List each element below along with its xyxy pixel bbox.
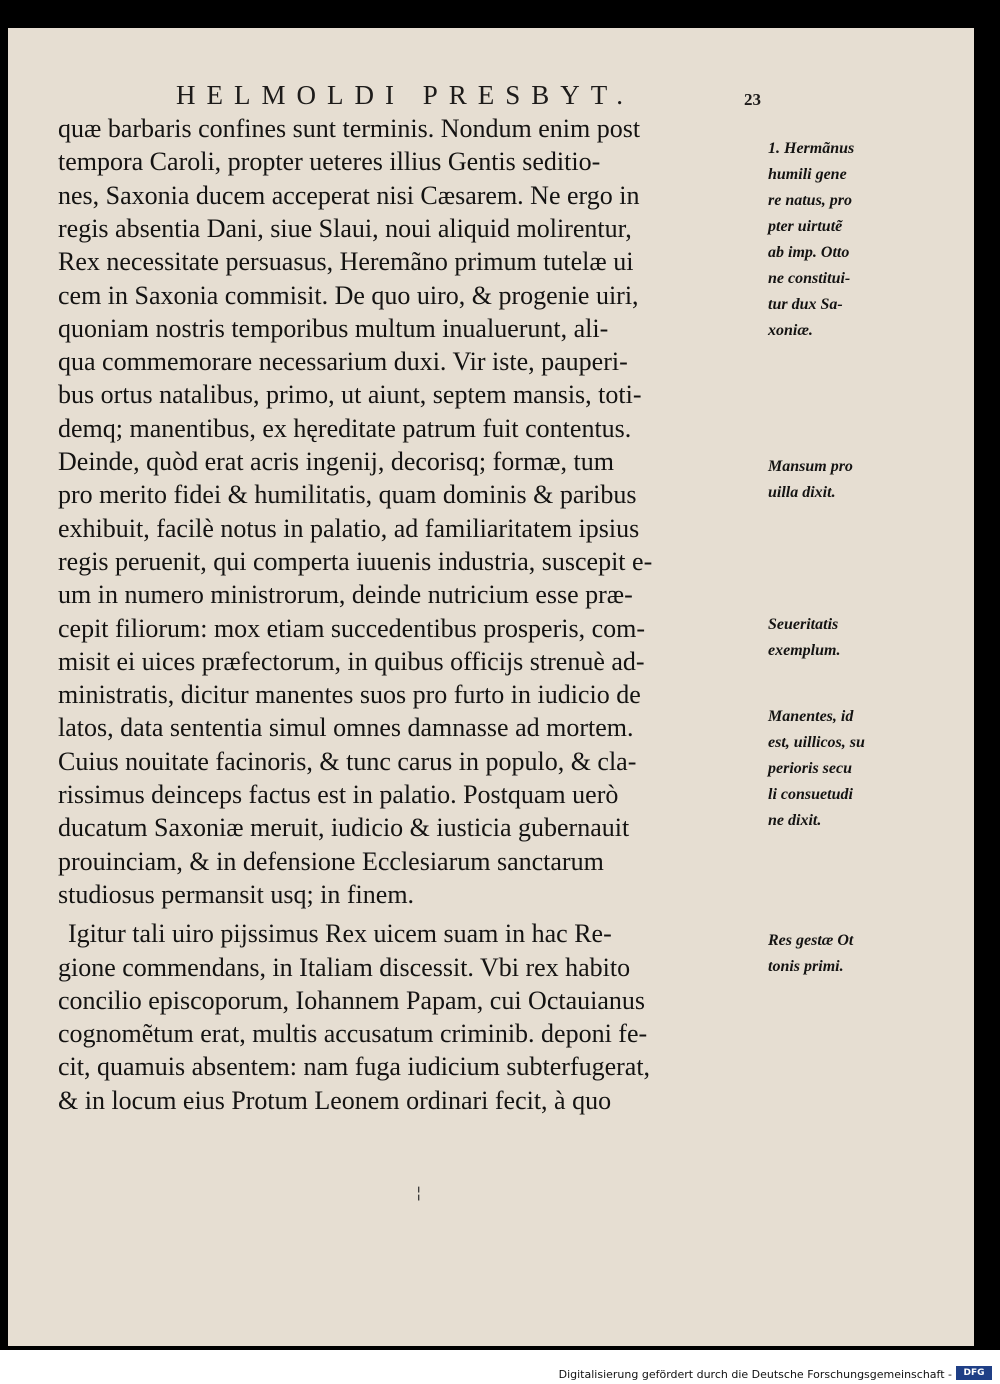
text-line: latos, data sententia simul omnes damnasse ad mortem.	[58, 713, 634, 743]
text-line: ducatum Saxoniæ meruit, iudicio & iusticia gubernauit	[58, 813, 630, 843]
text-line: nes, Saxonia ducem acceperat nisi Cæsarem. Ne ergo in	[58, 180, 640, 210]
text-line: cit, quamuis absentem: nam fuga iudicium subterfugerat,	[58, 1052, 651, 1082]
margin-note-line: humili gene	[768, 166, 847, 183]
margin-note-line: tur dux Sa-	[768, 296, 843, 313]
text-line: bus ortus natalibus, primo, ut aiunt, septem mansis, toti-	[58, 380, 642, 410]
digitization-credit: Digitalisierung gefördert durch die Deutsche Forschungsgemeinschaft -	[558, 1368, 952, 1381]
margin-note-line: exemplum.	[768, 642, 841, 659]
text-line: concilio episcoporum, Iohannem Papam, cui Octauianus	[58, 985, 646, 1015]
text-line: quæ barbaris confines sunt terminis. Nondum enim post	[58, 114, 641, 143]
text-line: cem in Saxonia commisit. De quo uiro, & progenie uiri,	[58, 280, 639, 310]
text-line: rissimus deinceps factus est in palatio. Postquam uerò	[58, 780, 619, 809]
text-line: gione commendans, in Italiam discessit. Vbi rex habito	[58, 952, 631, 982]
margin-note-line: pter uirtutẽ	[768, 218, 843, 235]
margin-note-line: ne dixit.	[768, 812, 822, 829]
text-line: pro merito fidei & humilitatis, quam dominis & paribus	[58, 480, 637, 510]
text-line: regis peruenit, qui comperta iuuenis industria, suscepit e-	[58, 546, 653, 576]
text-line: regis absentia Dani, siue Slaui, noui aliquid molirentur,	[58, 213, 632, 243]
text-line: cognomẽtum erat, multis accusatum criminib. deponi fe-	[58, 1019, 648, 1049]
margin-note-line: li consuetudi	[768, 786, 853, 803]
text-line: quoniam nostris temporibus multum inualuerunt, ali-	[58, 313, 609, 343]
text-line: prouinciam, & in defensione Ecclesiarum sanctarum	[58, 846, 604, 876]
margin-note-line: re natus, pro	[768, 192, 853, 209]
margin-note-line: perioris secu	[768, 760, 852, 777]
margin-note-line: ab imp. Otto	[768, 244, 850, 261]
margin-note-line: Mansum pro	[768, 458, 853, 475]
text-line: Deinde, quòd erat acris ingenij, decorisq; formæ, tum	[58, 447, 614, 476]
margin-note-line: xoniæ.	[768, 322, 813, 339]
text-line: qua commemorare necessarium duxi. Vir iste, pauperi-	[58, 347, 628, 377]
text-line: misit ei uices præfectorum, in quibus officijs strenuè ad-	[58, 646, 645, 676]
text-line: Igitur tali uiro pijssimus Rex uicem suam in hac Re-	[68, 919, 612, 949]
margin-note-line: Manentes, id	[768, 708, 854, 725]
margin-note-line: 1. Hermãnus	[768, 140, 855, 157]
text-line: Cuius nouitate facinoris, & tunc carus in populo, & cla-	[58, 746, 637, 776]
text-line: Rex necessitate persuasus, Heremãno primum tutelæ ui	[58, 247, 634, 277]
margin-note-line: Seueritatis	[768, 616, 839, 633]
book-page	[8, 28, 974, 1346]
text-line: demq; manentibus, ex hęreditate patrum fuit contentus.	[58, 413, 632, 443]
stray-mark: ¦	[416, 1183, 422, 1202]
text-line: tempora Caroli, propter ueteres illius Gentis seditio-	[58, 147, 601, 177]
text-line: exhibuit, facilè notus in palatio, ad familiaritatem ipsius	[58, 513, 640, 543]
dfg-logo: DFG	[956, 1366, 992, 1380]
margin-note-line: ne constitui-	[768, 270, 851, 287]
footer-bar	[0, 1350, 1000, 1384]
text-line: & in locum eius Protum Leonem ordinari fecit, à quo	[58, 1085, 612, 1115]
text-line: ministratis, dicitur manentes suos pro furto in iudicio de	[58, 680, 641, 710]
running-head: HELMOLDI PRESBYT.	[176, 80, 635, 110]
page-number: 23	[744, 90, 761, 109]
margin-note-line: Res gestæ Ot	[768, 932, 854, 949]
margin-note-line: tonis primi.	[768, 958, 844, 975]
text-line: cepit filiorum: mox etiam succedentibus prosperis, com-	[58, 613, 646, 643]
page-header	[8, 28, 974, 108]
text-line: um in numero ministrorum, deinde nutricium esse præ-	[58, 580, 633, 610]
margin-note-line: est, uillicos, su	[768, 734, 865, 751]
margin-note-line: uilla dixit.	[768, 484, 836, 501]
text-line: studiosus permansit usq; in finem.	[58, 879, 415, 909]
